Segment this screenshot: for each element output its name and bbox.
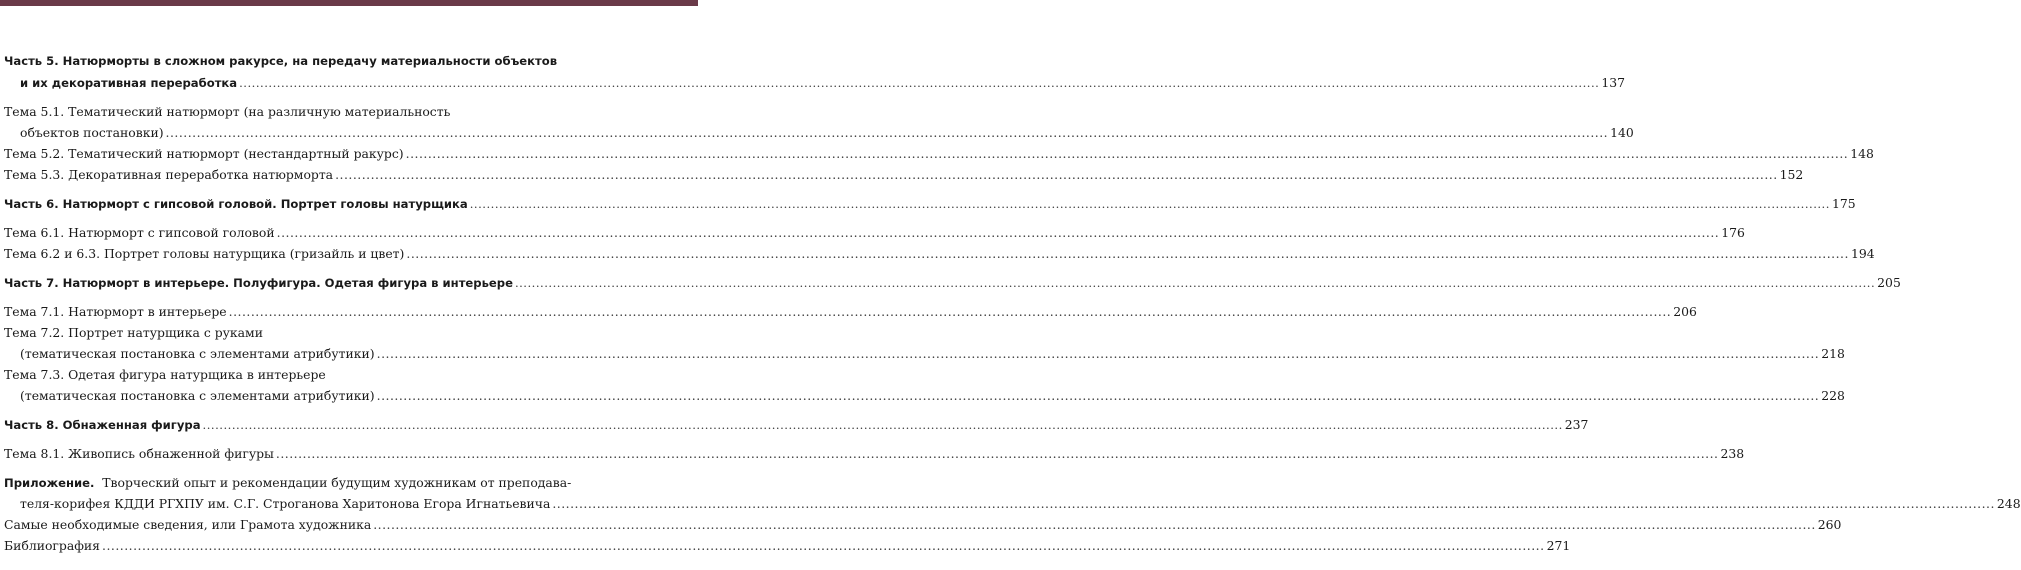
toc-page-number: 194	[1850, 246, 1875, 261]
toc-entry-label: Часть 6. Натюрморт с гипсовой головой. Портрет головы натурщика	[4, 197, 468, 211]
dot-leader	[229, 304, 1672, 319]
dot-leader	[406, 146, 1849, 161]
toc-entry-label: Тема 6.2 и 6.3. Портрет головы натурщика (гризайль и цвет)	[4, 246, 405, 261]
toc-entry-label: Тема 7.3. Одетая фигура натурщика в интерьере	[4, 367, 326, 382]
toc-page-number: 140	[1610, 125, 1634, 140]
toc-entry-label: Тема 7.2. Портрет натурщика с руками	[4, 325, 263, 340]
appendix-text: Творческий опыт и рекомендации будущим художникам от преподава-	[94, 475, 572, 490]
toc-topic-7-1[interactable]	[4, 304, 1697, 325]
toc-entry-label: Тема 5.3. Декоративная переработка натюрморта	[4, 167, 334, 182]
toc-entry-label: (тематическая постановка с элементами атрибутики)	[20, 346, 375, 361]
top-decorative-bar	[0, 0, 698, 6]
toc-page-number: 237	[1564, 417, 1589, 432]
toc-entry-label: Тема 5.1. Тематический натюрморт (на различную материальность	[4, 104, 451, 119]
dot-leader	[276, 446, 1719, 461]
dot-leader	[377, 388, 1820, 403]
toc-topic-7-2-line1[interactable]	[4, 325, 632, 346]
toc-topic-8-1[interactable]	[4, 446, 1745, 467]
toc-appendix-line1[interactable]	[4, 475, 632, 496]
table-of-contents	[4, 54, 2021, 559]
toc-page-number: 248	[1996, 496, 2021, 511]
toc-essentials[interactable]	[4, 517, 1842, 538]
dot-leader	[373, 517, 1816, 532]
dot-leader	[102, 538, 1545, 553]
toc-entry-label	[4, 475, 571, 490]
toc-entry-label: Тема 7.1. Натюрморт в интерьере	[4, 304, 227, 319]
toc-page-number: 137	[1601, 75, 1625, 90]
toc-bibliography[interactable]	[4, 538, 1571, 559]
toc-page-number: 175	[1831, 196, 1856, 211]
dot-leader	[277, 225, 1720, 240]
toc-entry-label: Тема 5.2. Тематический натюрморт (нестандартный ракурс)	[4, 146, 404, 161]
toc-topic-5-2[interactable]	[4, 146, 1874, 167]
toc-part-5-line1[interactable]	[4, 54, 632, 75]
dot-leader	[470, 197, 1830, 211]
toc-page-number: 260	[1817, 517, 1842, 532]
toc-topic-5-1-line2[interactable]	[4, 125, 1634, 146]
toc-topic-5-1-line1[interactable]	[4, 104, 632, 125]
toc-appendix-line2[interactable]	[4, 496, 2021, 517]
dot-leader	[552, 496, 1995, 511]
toc-part-6[interactable]	[4, 196, 1856, 217]
toc-entry-label: Тема 6.1. Натюрморт с гипсовой головой	[4, 225, 275, 240]
toc-entry-label: Тема 8.1. Живопись обнаженной фигуры	[4, 446, 274, 461]
toc-topic-7-3-line1[interactable]	[4, 367, 632, 388]
dot-leader	[406, 246, 1849, 261]
dot-leader	[335, 167, 1778, 182]
toc-page-number: 206	[1673, 304, 1697, 319]
toc-entry-label: и их декоративная переработка	[20, 76, 238, 90]
toc-entry-label: объектов постановки)	[20, 125, 164, 140]
dot-leader	[203, 418, 1563, 432]
toc-entry-label: теля-корифея КДДИ РГХПУ им. С.Г. Строганова Харитонова Егора Игнатьевича	[20, 496, 551, 511]
toc-page-number: 228	[1821, 388, 1845, 403]
toc-topic-6-2-6-3[interactable]	[4, 246, 1875, 267]
toc-page-number: 218	[1821, 346, 1845, 361]
dot-leader	[515, 276, 1875, 290]
dot-leader	[239, 76, 1599, 90]
toc-page-number: 271	[1546, 538, 1571, 553]
appendix-prefix: Приложение.	[4, 476, 95, 490]
dot-leader	[166, 125, 1609, 140]
toc-part-7[interactable]	[4, 275, 1901, 296]
toc-part-5-line2[interactable]	[4, 75, 1625, 96]
toc-topic-7-3-line2[interactable]	[4, 388, 1845, 409]
toc-part-8[interactable]	[4, 417, 1589, 438]
toc-entry-label: Библиография	[4, 538, 100, 553]
toc-page-number: 148	[1850, 146, 1874, 161]
toc-page-number: 205	[1877, 275, 1901, 290]
toc-topic-7-2-line2[interactable]	[4, 346, 1845, 367]
toc-topic-6-1[interactable]	[4, 225, 1745, 246]
toc-entry-label: Часть 5. Натюрморты в сложном ракурсе, на передачу материальности объектов	[4, 54, 558, 68]
toc-entry-label: Часть 8. Обнаженная фигура	[4, 418, 201, 432]
dot-leader	[377, 346, 1820, 361]
toc-page-number: 152	[1779, 167, 1804, 182]
toc-entry-label: Самые необходимые сведения, или Грамота художника	[4, 517, 372, 532]
toc-topic-5-3[interactable]	[4, 167, 1804, 188]
toc-entry-label: (тематическая постановка с элементами атрибутики)	[20, 388, 375, 403]
toc-entry-label: Часть 7. Натюрморт в интерьере. Полуфигура. Одетая фигура в интерьере	[4, 276, 513, 290]
toc-page-number: 238	[1720, 446, 1745, 461]
toc-page-number: 176	[1721, 225, 1745, 240]
